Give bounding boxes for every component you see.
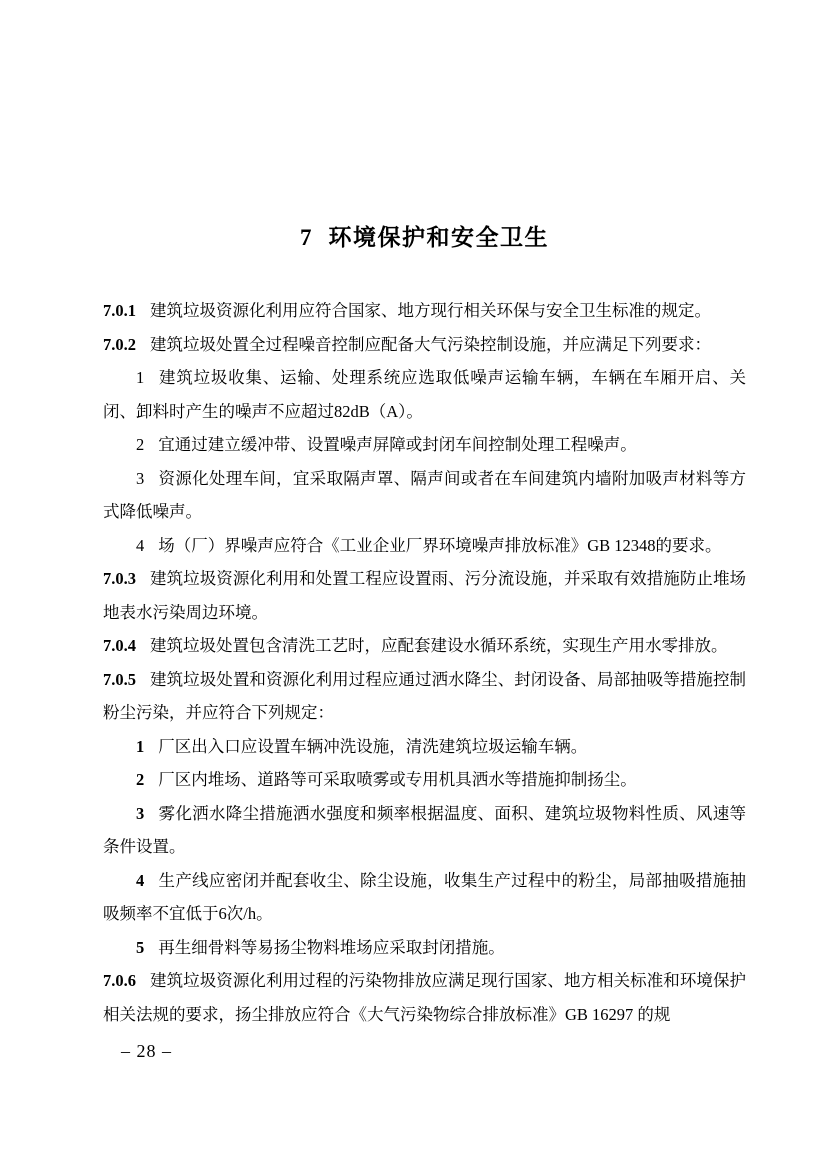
chapter-number: 7 [300,225,312,250]
clause-text: 建筑垃圾处置全过程噪音控制应配备大气污染控制设施，并应满足下列要求： [150,334,711,354]
sub-item-7-0-5-4 [103,864,746,931]
clause-text: 建筑垃圾资源化利用应符合国家、地方现行相关环保与安全卫生标准的规定。 [150,301,711,320]
sub-item-7-0-2-4 [103,529,746,563]
item-number: 1 [136,736,145,756]
page-number: – 28 – [121,1041,172,1061]
item-number: 3 [136,468,145,488]
item-number: 3 [136,803,145,823]
chapter-title [103,219,746,252]
sub-item-7-0-5-3 [103,797,746,864]
sub-item-7-0-2-2 [103,428,746,462]
clause-text: 建筑垃圾处置和资源化利用过程应通过洒水降尘、封闭设备、局部抽吸等措施控制粉尘污染，并应符合下列规定： [103,669,746,722]
clause-7-0-1 [103,294,746,328]
sub-item-7-0-2-3 [103,462,746,529]
clause-number: 7.0.4 [103,636,136,655]
clause-number: 7.0.1 [103,301,136,320]
item-number: 4 [136,535,145,555]
sub-item-7-0-2-1 [103,361,746,428]
item-text: 宜通过建立缓冲带、设置噪声屏障或封闭车间控制处理工程噪声。 [158,435,637,454]
clause-number: 7.0.2 [103,334,136,354]
item-text: 生产线应密闭并配套收尘、除尘设施，收集生产过程中的粉尘，局部抽吸措施抽吸频率不宜低于6次/h。 [103,870,746,923]
item-text: 场（厂）界噪声应符合《工业企业厂界环境噪声排放标准》GB 12348的要求。 [158,535,722,555]
sub-item-7-0-5-1 [103,730,746,764]
sub-item-7-0-5-2 [103,763,746,797]
clause-7-0-3 [103,562,746,629]
item-number: 4 [136,870,145,890]
document-body [103,294,746,1031]
clause-text: 建筑垃圾处置包含清洗工艺时，应配套建设水循环系统，实现生产用水零排放。 [150,636,728,655]
item-number: 2 [136,770,145,789]
clause-number: 7.0.3 [103,569,136,588]
item-text: 雾化洒水降尘措施洒水强度和频率根据温度、面积、建筑垃圾物料性质、风速等条件设置。 [103,803,746,856]
chapter-title-text: 环境保护和安全卫生 [328,225,549,250]
clause-7-0-6 [103,964,746,1031]
item-text: 建筑垃圾收集、运输、处理系统应选取低噪声运输车辆，车辆在车厢开启、关闭、卸料时产生的噪声不应超过82dB（A）。 [103,368,746,421]
item-text: 资源化处理车间，宜采取隔声罩、隔声间或者在车间建筑内墙附加吸声材料等方式降低噪声。 [103,468,746,521]
item-number: 5 [136,937,145,957]
clause-7-0-5 [103,663,746,730]
clause-7-0-2 [103,328,746,362]
item-text: 再生细骨料等易扬尘物料堆场应采取封闭措施。 [158,937,505,957]
item-number: 2 [136,435,145,454]
item-text: 厂区出入口应设置车辆冲洗设施，清洗建筑垃圾运输车辆。 [158,736,588,756]
clause-7-0-4 [103,629,746,663]
item-number: 1 [136,368,145,387]
clause-number: 7.0.5 [103,669,136,689]
clause-text: 建筑垃圾资源化利用和处置工程应设置雨、污分流设施，并采取有效措施防止堆场地表水污染周边环境。 [103,569,746,622]
item-text: 厂区内堆场、道路等可采取喷雾或专用机具洒水等措施抑制扬尘。 [158,770,637,789]
clause-text: 建筑垃圾资源化利用过程的污染物排放应满足现行国家、地方相关标准和环境保护相关法规的要求，扬尘排放应符合《大气污染物综合排放标准》GB 16297 的规 [103,971,746,1024]
sub-item-7-0-5-5 [103,931,746,965]
clause-number: 7.0.6 [103,971,136,990]
